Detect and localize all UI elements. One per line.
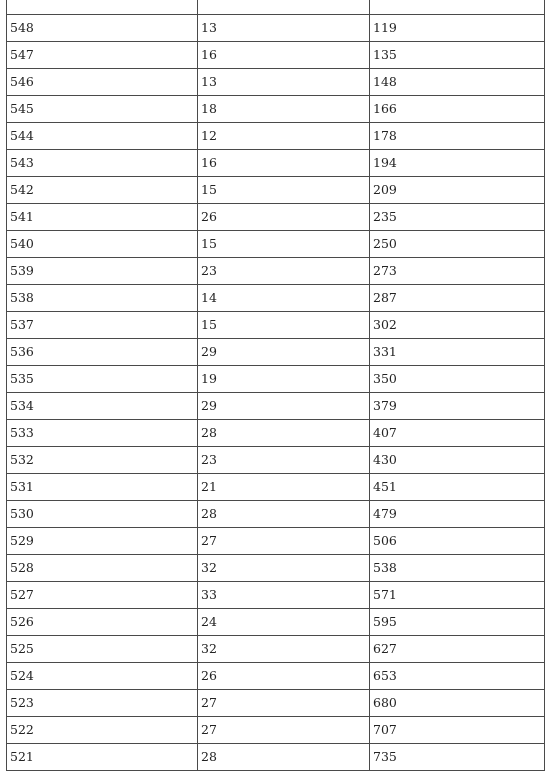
table-cell-score: 545 <box>7 96 198 123</box>
table-cell-count: 24 <box>198 609 370 636</box>
table-cell-cumulative: 479 <box>370 501 545 528</box>
table-cell-score: 524 <box>7 663 198 690</box>
table-row <box>7 474 545 501</box>
table-row-partial-top <box>7 0 545 15</box>
table-cell-cumulative: 178 <box>370 123 545 150</box>
table-cell-cumulative: 571 <box>370 582 545 609</box>
table-cell-score: 528 <box>7 555 198 582</box>
table-cell-count: 28 <box>198 744 370 771</box>
table-row <box>7 501 545 528</box>
table-row <box>7 744 545 771</box>
table-cell-count: 13 <box>198 69 370 96</box>
table-cell-score: 523 <box>7 690 198 717</box>
table-cell-count: 29 <box>198 339 370 366</box>
table-cell-count: 19 <box>198 366 370 393</box>
table-cell-cumulative: 166 <box>370 96 545 123</box>
table-cell-cumulative: 250 <box>370 231 545 258</box>
table-row <box>7 717 545 744</box>
table-cell-cumulative: 302 <box>370 312 545 339</box>
table-cell-count: 26 <box>198 204 370 231</box>
table-cell-cumulative: 194 <box>370 150 545 177</box>
table-row <box>7 555 545 582</box>
table-row <box>7 204 545 231</box>
table-cell-count: 32 <box>198 555 370 582</box>
table-cell-score: 542 <box>7 177 198 204</box>
table-cell-score: 526 <box>7 609 198 636</box>
table-row <box>7 528 545 555</box>
table-cell-cumulative: 451 <box>370 474 545 501</box>
table-cell-score: 543 <box>7 150 198 177</box>
table-cell-count: 16 <box>198 42 370 69</box>
table-row <box>7 366 545 393</box>
table-cell-count: 32 <box>198 636 370 663</box>
table-cell-score: 525 <box>7 636 198 663</box>
table-cell-cumulative: 538 <box>370 555 545 582</box>
table-cell-score: 536 <box>7 339 198 366</box>
table-cell-count: 29 <box>198 393 370 420</box>
table-row <box>7 582 545 609</box>
table-cell-score: 540 <box>7 231 198 258</box>
table-cell-count: 27 <box>198 690 370 717</box>
table-cell-count: 14 <box>198 285 370 312</box>
table-row <box>7 339 545 366</box>
table-row <box>7 285 545 312</box>
table-cell-cumulative: 135 <box>370 42 545 69</box>
table-row <box>7 258 545 285</box>
table-row <box>7 312 545 339</box>
table-cell-score: 527 <box>7 582 198 609</box>
table-cell-empty <box>198 0 370 15</box>
table-cell-cumulative: 148 <box>370 69 545 96</box>
table-cell-cumulative: 735 <box>370 744 545 771</box>
table-cell-cumulative: 707 <box>370 717 545 744</box>
table-cell-score: 522 <box>7 717 198 744</box>
table-row <box>7 393 545 420</box>
table-cell-score: 538 <box>7 285 198 312</box>
table-cell-empty <box>370 0 545 15</box>
table-row <box>7 636 545 663</box>
table-row <box>7 447 545 474</box>
table-cell-score: 544 <box>7 123 198 150</box>
table-row <box>7 42 545 69</box>
table-cell-cumulative: 653 <box>370 663 545 690</box>
table-cell-count: 33 <box>198 582 370 609</box>
table-row <box>7 96 545 123</box>
table-cell-count: 23 <box>198 447 370 474</box>
table-cell-score: 529 <box>7 528 198 555</box>
table-cell-score: 547 <box>7 42 198 69</box>
table-cell-count: 28 <box>198 420 370 447</box>
table-row <box>7 231 545 258</box>
table-cell-count: 26 <box>198 663 370 690</box>
table-cell-score: 531 <box>7 474 198 501</box>
table-cell-score: 537 <box>7 312 198 339</box>
table-cell-count: 27 <box>198 717 370 744</box>
table-cell-cumulative: 119 <box>370 15 545 42</box>
table-row <box>7 420 545 447</box>
table-cell-score: 535 <box>7 366 198 393</box>
table-cell-cumulative: 407 <box>370 420 545 447</box>
table-cell-cumulative: 430 <box>370 447 545 474</box>
table-cell-cumulative: 595 <box>370 609 545 636</box>
table-cell-count: 18 <box>198 96 370 123</box>
table-cell-count: 15 <box>198 231 370 258</box>
table-cell-score: 546 <box>7 69 198 96</box>
score-table-container <box>6 0 544 771</box>
table-cell-score: 532 <box>7 447 198 474</box>
table-row <box>7 69 545 96</box>
score-table-body <box>7 0 545 771</box>
table-cell-cumulative: 287 <box>370 285 545 312</box>
table-cell-count: 23 <box>198 258 370 285</box>
table-row <box>7 123 545 150</box>
table-cell-cumulative: 209 <box>370 177 545 204</box>
table-cell-cumulative: 506 <box>370 528 545 555</box>
table-cell-score: 534 <box>7 393 198 420</box>
table-cell-cumulative: 273 <box>370 258 545 285</box>
table-cell-count: 16 <box>198 150 370 177</box>
table-cell-score: 530 <box>7 501 198 528</box>
table-row <box>7 150 545 177</box>
table-cell-score: 541 <box>7 204 198 231</box>
table-cell-score: 539 <box>7 258 198 285</box>
table-cell-count: 27 <box>198 528 370 555</box>
table-cell-cumulative: 379 <box>370 393 545 420</box>
table-cell-cumulative: 235 <box>370 204 545 231</box>
table-row <box>7 609 545 636</box>
table-cell-count: 21 <box>198 474 370 501</box>
table-cell-count: 13 <box>198 15 370 42</box>
table-cell-count: 15 <box>198 312 370 339</box>
table-cell-cumulative: 627 <box>370 636 545 663</box>
score-table <box>6 0 545 771</box>
table-cell-cumulative: 680 <box>370 690 545 717</box>
table-cell-cumulative: 350 <box>370 366 545 393</box>
table-cell-score: 521 <box>7 744 198 771</box>
table-cell-count: 12 <box>198 123 370 150</box>
table-cell-count: 15 <box>198 177 370 204</box>
table-cell-empty <box>7 0 198 15</box>
table-cell-score: 548 <box>7 15 198 42</box>
table-cell-score: 533 <box>7 420 198 447</box>
table-row <box>7 663 545 690</box>
table-row <box>7 690 545 717</box>
table-cell-count: 28 <box>198 501 370 528</box>
table-row <box>7 177 545 204</box>
table-cell-cumulative: 331 <box>370 339 545 366</box>
table-row <box>7 15 545 42</box>
